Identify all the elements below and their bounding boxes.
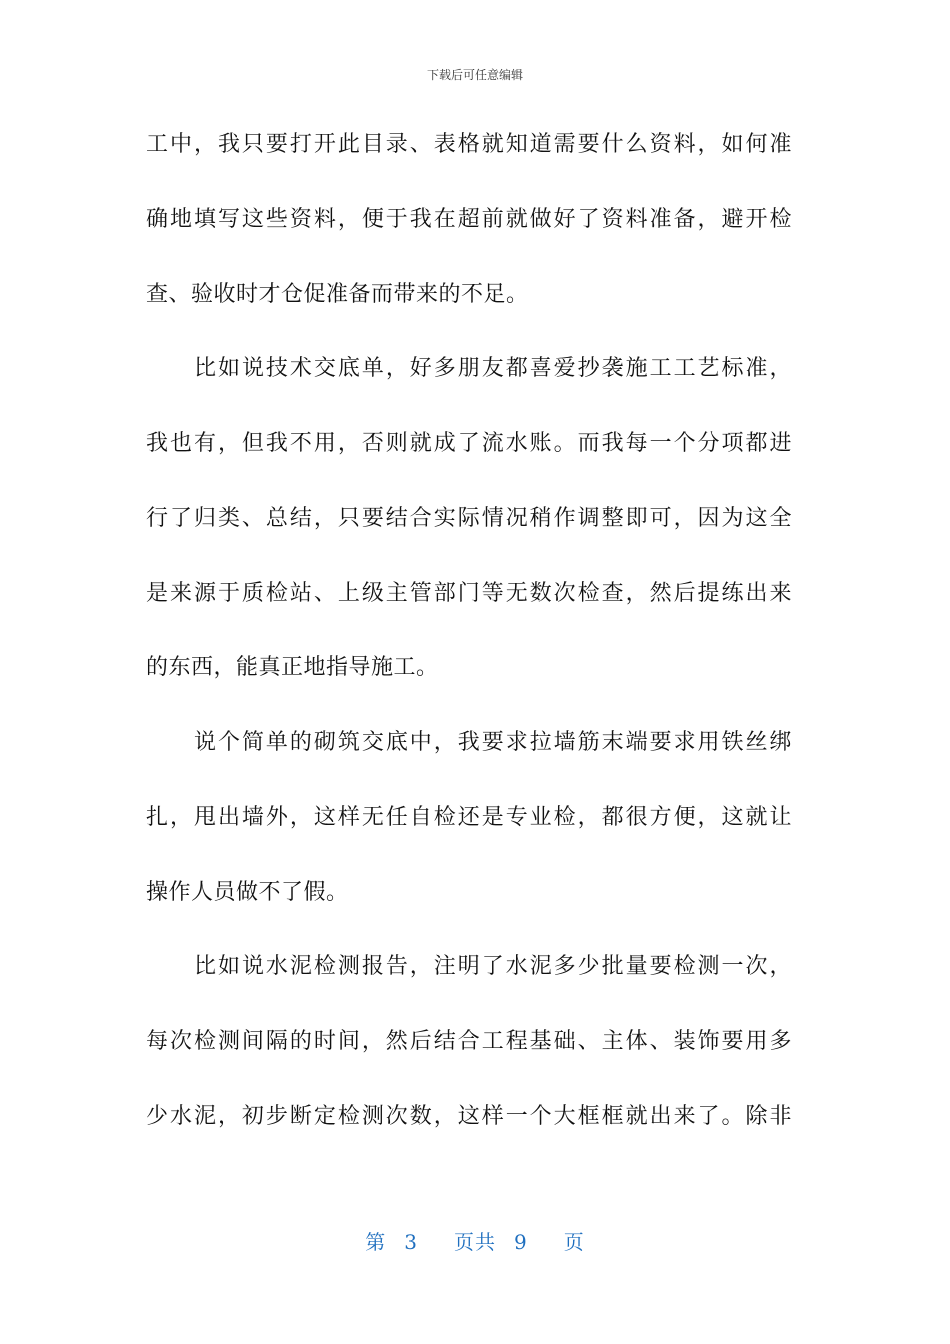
text-line: 说个简单的砌筑交底中，我要求拉墙筋末端要求用铁丝绑 — [194, 730, 792, 755]
text-line: 查、验收时才仓促准备而带来的不足。 — [146, 282, 529, 307]
text-line: 扎，甩出墙外，这样无任自检还是专业检，都很方便，这就让 — [146, 805, 792, 830]
page-word-mid: 页共 — [454, 1230, 496, 1254]
text-line: 少水泥，初步断定检测次数，这样一个大框框就出来了。除非 — [146, 1104, 792, 1129]
page-word-prefix: 第 — [365, 1230, 387, 1254]
current-page-number: 3 — [404, 1230, 418, 1254]
text-line: 比如说水泥检测报告，注明了水泥多少批量要检测一次， — [194, 954, 792, 979]
text-line: 操作人员做不了假。 — [146, 880, 349, 905]
text-line: 工中，我只要打开此目录、表格就知道需要什么资料，如何准 — [146, 132, 792, 157]
page-header: 下载后可任意编辑 — [426, 68, 523, 82]
text-line: 确地填写这些资料，便于我在超前就做好了资料准备，避开检 — [146, 207, 792, 232]
page-word-suffix: 页 — [563, 1230, 585, 1254]
text-line: 行了归类、总结，只要结合实际情况稍作调整即可，因为这全 — [146, 506, 792, 531]
text-line: 比如说技术交底单，好多朋友都喜爱抄袭施工工艺标准， — [194, 356, 792, 381]
total-pages-number: 9 — [514, 1230, 528, 1254]
text-line: 是来源于质检站、上级主管部门等无数次检查，然后提练出来 — [146, 581, 792, 606]
text-line: 每次检测间隔的时间，然后结合工程基础、主体、装饰要用多 — [146, 1029, 792, 1054]
text-line: 的东西，能真正地指导施工。 — [146, 655, 439, 680]
page-footer — [0, 1226, 950, 1255]
text-line: 我也有，但我不用，否则就成了流水账。而我每一个分项都进 — [146, 431, 792, 456]
